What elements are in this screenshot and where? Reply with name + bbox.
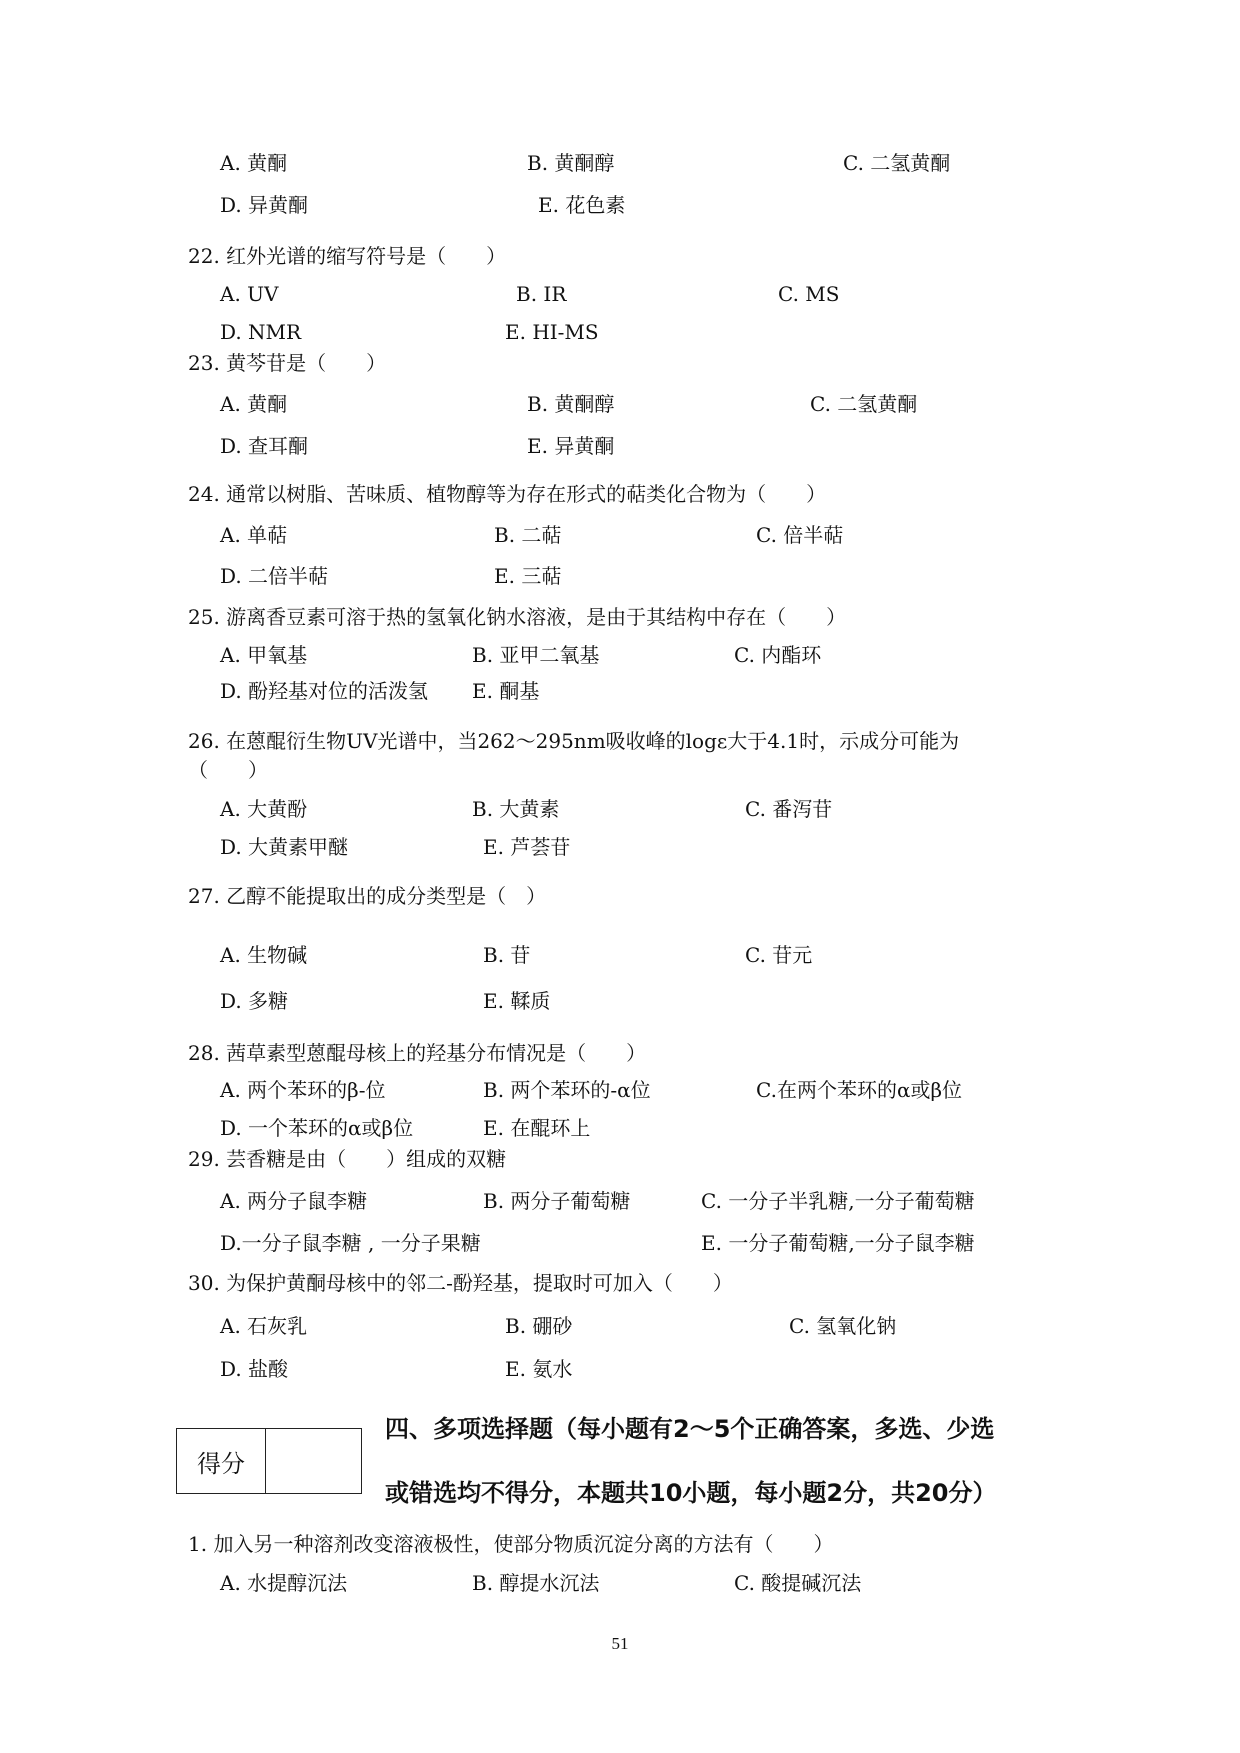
q23-option-d: D. 查耳酮 [220, 434, 309, 458]
q24-option-a: A. 单萜 [220, 523, 288, 547]
q22-option-d: D. NMR [220, 320, 302, 344]
q24-option-e: E. 三萜 [494, 564, 562, 588]
q21-option-a: A. 黄酮 [220, 151, 288, 175]
score-value-cell [266, 1429, 361, 1493]
q27-option-c: C. 苷元 [745, 943, 813, 967]
q26-option-b: B. 大黄素 [472, 797, 560, 821]
q26-option-d: D. 大黄素甲醚 [220, 835, 349, 859]
q29-option-e: E. 一分子葡萄糖,一分子鼠李糖 [701, 1231, 975, 1255]
q27-option-b: B. 苷 [483, 943, 531, 967]
q26-stem-continuation: （ ） [188, 758, 268, 782]
m1-stem: 1. 加入另一种溶剂改变溶液极性，使部分物质沉淀分离的方法有（ ） [188, 1532, 834, 1556]
q26-stem: 26. 在蒽醌衍生物UV光谱中，当262～295nm吸收峰的logε大于4.1时，示成分可能为 [188, 729, 960, 753]
q23-stem: 23. 黄芩苷是（ ） [188, 351, 387, 375]
q28-option-e: E. 在醌环上 [483, 1116, 591, 1140]
q29-stem: 29. 芸香糖是由（ ）组成的双糖 [188, 1147, 507, 1171]
q24-stem: 24. 通常以树脂、苦味质、植物醇等为存在形式的萜类化合物为（ ） [188, 482, 827, 506]
q30-option-e: E. 氨水 [505, 1357, 573, 1381]
q24-option-d: D. 二倍半萜 [220, 564, 329, 588]
score-label: 得分 [177, 1429, 266, 1493]
q25-option-e: E. 酮基 [472, 679, 540, 703]
m1-option-c: C. 酸提碱沉法 [734, 1571, 862, 1595]
section-4-title-line-1: 四、多项选择题（每小题有2～5个正确答案，多选、少选 [385, 1415, 995, 1443]
q30-stem: 30. 为保护黄酮母核中的邻二-酚羟基，提取时可加入（ ） [188, 1271, 733, 1295]
section-4-title-line-2: 或错选均不得分，本题共10小题，每小题2分，共20分） [385, 1479, 997, 1507]
q27-stem: 27. 乙醇不能提取出的成分类型是（ ） [188, 884, 547, 908]
q29-option-d: D.一分子鼠李糖 , 一分子果糖 [220, 1231, 481, 1255]
q29-option-a: A. 两分子鼠李糖 [220, 1189, 368, 1213]
q30-option-d: D. 盐酸 [220, 1357, 289, 1381]
q28-option-a: A. 两个苯环的β-位 [220, 1078, 386, 1102]
q25-option-c: C. 内酯环 [734, 643, 822, 667]
q28-stem: 28. 茜草素型蒽醌母核上的羟基分布情况是（ ） [188, 1041, 647, 1065]
score-box [176, 1428, 362, 1494]
q29-option-b: B. 两分子葡萄糖 [483, 1189, 631, 1213]
q23-option-b: B. 黄酮醇 [527, 392, 615, 416]
q22-option-a: A. UV [220, 282, 279, 306]
q27-option-d: D. 多糖 [220, 989, 289, 1013]
q22-option-c: C. MS [778, 282, 840, 306]
q28-option-b: B. 两个苯环的-α位 [483, 1078, 651, 1102]
page-number: 51 [611, 1634, 629, 1653]
q26-option-e: E. 芦荟苷 [483, 835, 571, 859]
q30-option-b: B. 硼砂 [505, 1314, 573, 1338]
q24-option-c: C. 倍半萜 [756, 523, 844, 547]
q21-option-d: D. 异黄酮 [220, 193, 309, 217]
q22-option-e: E. HI-MS [505, 320, 599, 344]
q28-option-d: D. 一个苯环的α或β位 [220, 1116, 414, 1140]
q25-stem: 25. 游离香豆素可溶于热的氢氧化钠水溶液，是由于其结构中存在（ ） [188, 605, 847, 629]
q25-option-b: B. 亚甲二氧基 [472, 643, 600, 667]
q25-option-d: D. 酚羟基对位的活泼氢 [220, 679, 429, 703]
q25-option-a: A. 甲氧基 [220, 643, 308, 667]
q21-option-b: B. 黄酮醇 [527, 151, 615, 175]
q27-option-a: A. 生物碱 [220, 943, 308, 967]
q22-option-b: B. IR [516, 282, 567, 306]
q27-option-e: E. 鞣质 [483, 989, 551, 1013]
m1-option-b: B. 醇提水沉法 [472, 1571, 600, 1595]
q21-option-e: E. 花色素 [538, 193, 626, 217]
q26-option-c: C. 番泻苷 [745, 797, 833, 821]
q26-option-a: A. 大黄酚 [220, 797, 308, 821]
q30-option-c: C. 氢氧化钠 [789, 1314, 897, 1338]
q23-option-e: E. 异黄酮 [527, 434, 615, 458]
q23-option-a: A. 黄酮 [220, 392, 288, 416]
m1-option-a: A. 水提醇沉法 [220, 1571, 348, 1595]
q24-option-b: B. 二萜 [494, 523, 562, 547]
q30-option-a: A. 石灰乳 [220, 1314, 308, 1338]
q29-option-c: C. 一分子半乳糖,一分子葡萄糖 [701, 1189, 975, 1213]
q28-option-c: C.在两个苯环的α或β位 [756, 1078, 963, 1102]
q23-option-c: C. 二氢黄酮 [810, 392, 918, 416]
q22-stem: 22. 红外光谱的缩写符号是（ ） [188, 244, 507, 268]
q21-option-c: C. 二氢黄酮 [843, 151, 951, 175]
